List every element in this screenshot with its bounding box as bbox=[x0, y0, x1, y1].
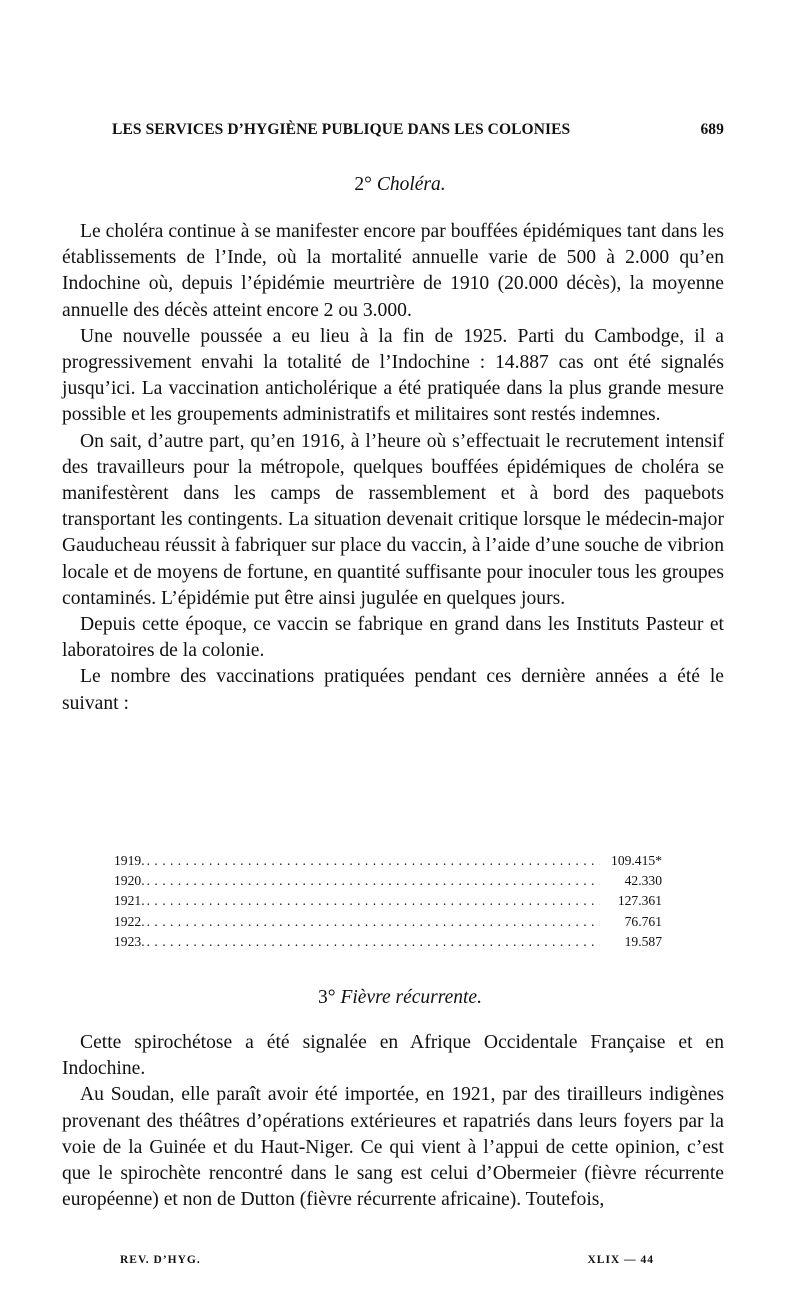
section-heading-cholera bbox=[0, 174, 800, 196]
paragraph: Une nouvelle poussée a eu lieu à la fin de 1925. Parti du Cambodge, il a progressivement envahi la totalité de l’Indochine : 14.887 cas ont été signalés jusqu’ici. La vaccination anticholérique a été pratiquée dans la plus grande mesure possible et les groupements administratifs et militaires sont restés indemnes. bbox=[62, 325, 724, 426]
paragraph: Au Soudan, elle paraît avoir été importée, en 1921, par des tirailleurs indigènes provenant des théâtres d’opérations extérieures et rapatriés dans leurs foyers par la voie de la Guinée et du Haut-Niger. Ce qui vient à l’appui de cette opinion, c’est que le spirochète rencontré dans le sang est celui d’Obermeier (fièvre récurrente européenne) et non de Dutton (fièvre récurrente africaine). Toutefois, bbox=[62, 1084, 724, 1211]
paragraph: On sait, d’autre part, qu’en 1916, à l’heure où s’effectuait le recrutement intensif des travailleurs pour la métropole, quelques bouffées épidémiques de choléra se manifestèrent dans les camps de rassemblement et à bord des paquebots transportant les contingents. La situation devenait critique lorsque le médecin-major Gauducheau réussit à fabriquer sur place du vaccin, à l’aide d’une souche de vibrion locale et de moyens de fortune, en quantité suffisante pour inoculer tous les groupes contaminés. L’épidémie put être ainsi jugulée en quelques jours. bbox=[62, 430, 724, 609]
table-row bbox=[114, 891, 662, 911]
table-value: 109.415* bbox=[611, 853, 662, 868]
table-year: 1923. bbox=[114, 933, 145, 949]
table-row bbox=[114, 912, 662, 932]
table-year: 1920. bbox=[114, 873, 145, 889]
footer-journal: REV. D’HYG. bbox=[120, 1254, 201, 1266]
leader-dots bbox=[147, 891, 600, 911]
leader-dots bbox=[147, 871, 600, 891]
section-title: Choléra. bbox=[376, 174, 446, 195]
vaccination-table bbox=[114, 851, 662, 952]
page-number: 689 bbox=[700, 121, 724, 138]
section-heading-fievre bbox=[0, 987, 800, 1009]
paragraph: Le choléra continue à se manifester encore par bouffées épidémiques tant dans les établissements de l’Inde, où la mortalité annuelle varie de 500 à 2.000 qu’en Indochine où, depuis l’épidémie meurtrière de 1910 (20.000 décès), la moyenne annuelle des décès atteint encore 2 ou 3.000. bbox=[62, 221, 724, 321]
section-title: Fièvre récurrente. bbox=[340, 987, 482, 1008]
section-number: 3° bbox=[318, 987, 336, 1008]
fievre-body bbox=[62, 1030, 724, 1213]
running-title: LES SERVICES D’HYGIÈNE PUBLIQUE DANS LES COLONIES bbox=[112, 121, 571, 138]
paragraph: Depuis cette époque, ce vaccin se fabrique en grand dans les Instituts Pasteur et laboratoires de la colonie. bbox=[62, 614, 724, 662]
table-row bbox=[114, 871, 662, 891]
table-year: 1919. bbox=[114, 853, 145, 868]
paragraph: Le nombre des vaccinations pratiquées pendant ces dernière années a été le suivant : bbox=[62, 666, 724, 714]
table-value: 42.330 bbox=[624, 873, 662, 889]
table-year: 1921. bbox=[114, 893, 145, 909]
leader-dots bbox=[147, 912, 600, 932]
footer-signature: XLIX — 44 bbox=[587, 1254, 654, 1266]
table-year: 1922. bbox=[114, 913, 145, 929]
table-value: 127.361 bbox=[617, 893, 662, 909]
cholera-body bbox=[62, 219, 724, 717]
table-row bbox=[114, 851, 662, 871]
table-value: 19.587 bbox=[624, 933, 662, 949]
leader-dots bbox=[147, 932, 600, 952]
paragraph: Cette spirochétose a été signalée en Afrique Occidentale Française et en Indochine. bbox=[62, 1032, 724, 1080]
leader-dots bbox=[147, 851, 600, 871]
section-number: 2° bbox=[354, 174, 372, 195]
table-row bbox=[114, 932, 662, 952]
table-value: 76.761 bbox=[624, 913, 662, 929]
